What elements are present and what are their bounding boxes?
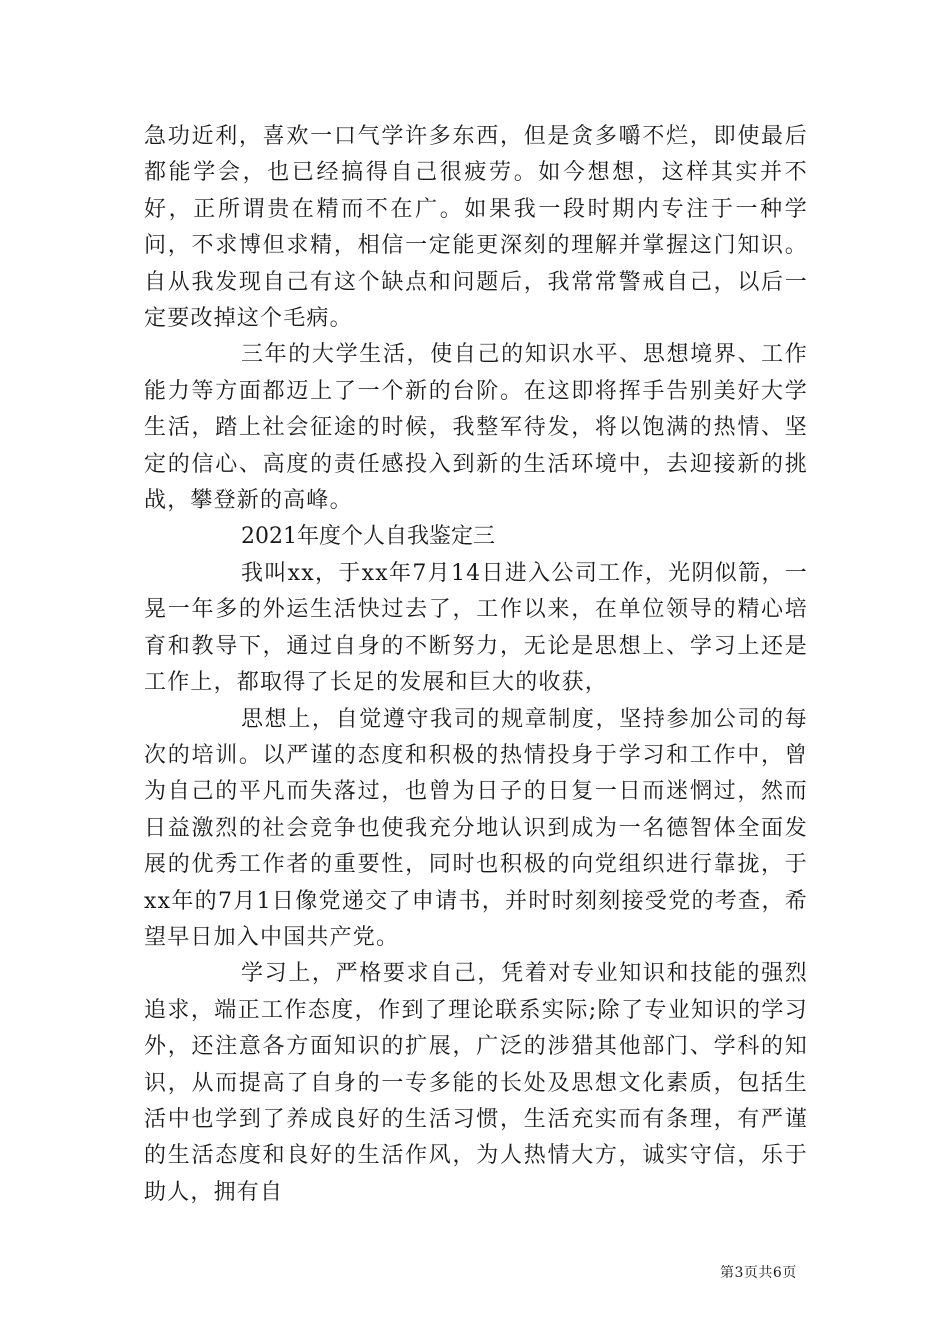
paragraph-ideology: 思想上，自觉遵守我司的规章制度，坚持参加公司的每次的培训。以严谨的态度和积极的热情投身于学习和工作中，曾为自己的平凡而失落过，也曾为日子的日复一日而迷惘过，然而日益激烈的社会竞争也使我充分地认识到成为一名德智体全面发展的优秀工作者的重要性，同时也积极的向党组织进行靠拢，于xx年的7月1日像党递交了申请书，并时时刻刻接受党的考查，希望早日加入中国共产党。 [144, 706, 808, 950]
paragraph-university-summary: 三年的大学生活，使自己的知识水平、思想境界、工作能力等方面都迈上了一个新的台阶。在这即将挥手告别美好大学生活，踏上社会征途的时候，我整军待发，将以饱满的热情、坚定的信心、高度的责任感投入到新的生活环境中，去迎接新的挑战，攀登新的高峰。 [144, 342, 808, 514]
paragraph-continuation: 急功近利，喜欢一口气学许多东西，但是贪多嚼不烂，即使最后都能学会，也已经搞得自己很疲劳。如今想想，这样其实并不好，正所谓贵在精而不在广。如果我一段时期内专注于一种学问，不求博但求精，相信一定能更深刻的理解并掌握这门知识。自从我发现自己有这个缺点和问题后，我常常警戒自己，以后一定要改掉这个毛病。 [144, 124, 808, 332]
document-body [144, 119, 808, 1211]
paragraph-introduction: 我叫xx，于xx年7月14日进入公司工作，光阴似箭，一晃一年多的外运生活快过去了，工作以来，在单位领导的精心培育和教导下，通过自身的不断努力，无论是思想上、学习上还是工作上，都取得了长足的发展和巨大的收获， [144, 560, 808, 696]
section-heading: 2021年度个人自我鉴定三 [241, 524, 495, 550]
paragraph-study: 学习上，严格要求自己，凭着对专业知识和技能的强烈追求，端正工作态度，作到了理论联系实际;除了专业知识的学习外，还注意各方面知识的扩展，广泛的涉猎其他部门、学科的知识，从而提高了自身的一专多能的长处及思想文化素质，包括生活中也学到了养成良好的生活习惯，生活充实而有条理，有严谨的生活态度和良好的生活作风，为人热情大方，诚实守信，乐于助人，拥有自 [144, 961, 808, 1205]
page-number-footer: 第3页共6页 [720, 1265, 797, 1281]
